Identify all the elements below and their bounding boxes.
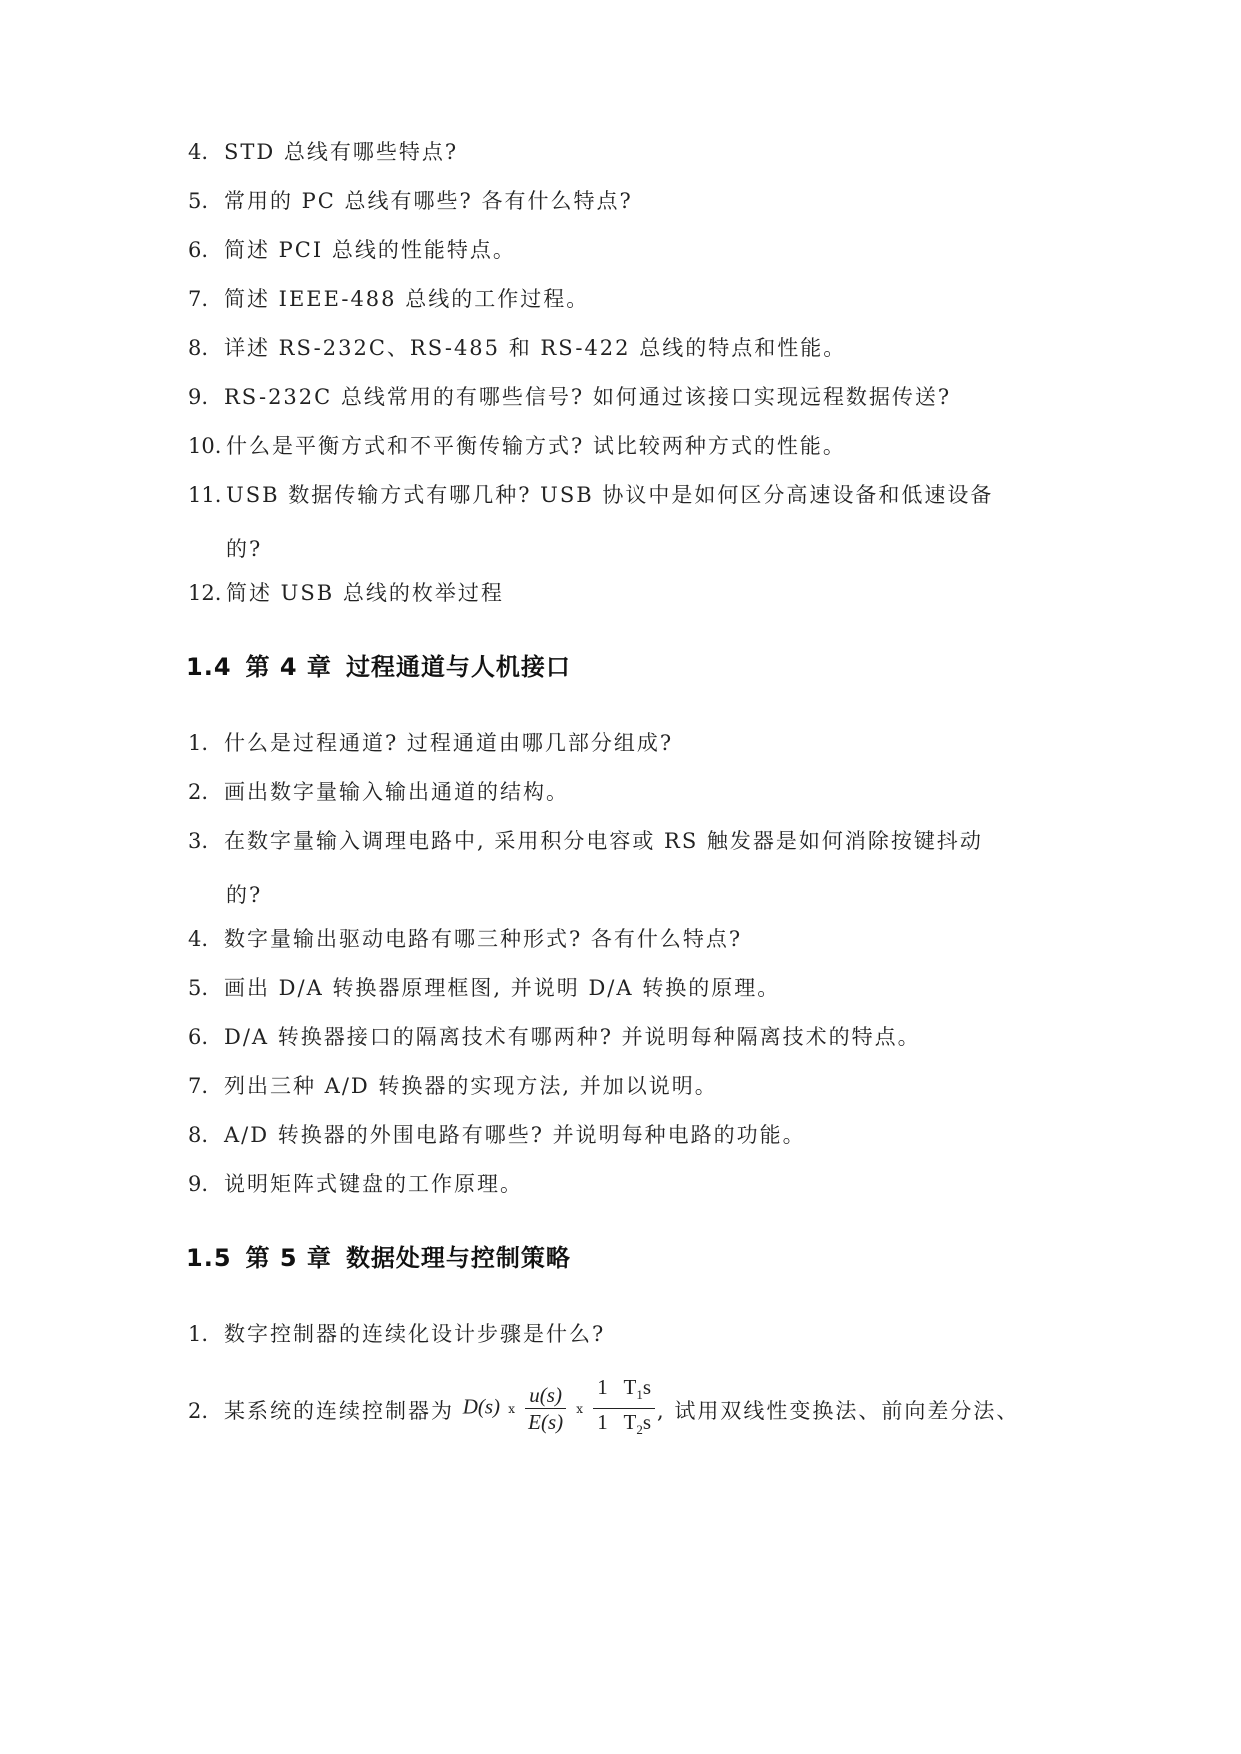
section-number: 1.5 (186, 1244, 232, 1272)
question-number: 9. (188, 1172, 209, 1196)
formula-numerator-1: u(s) (525, 1382, 566, 1409)
question-text: 画出 D/A 转换器原理框图, 并说明 D/A 转换的原理。 (224, 976, 781, 1000)
formula-denominator-1: E(s) (528, 1410, 564, 1435)
question-3-10 (188, 432, 1058, 460)
question-4-4 (188, 925, 1058, 953)
question-number: 3. (188, 829, 209, 853)
question-number: 12. (188, 581, 222, 605)
question-number: 2. (188, 780, 209, 804)
question-number: 7. (188, 1074, 209, 1098)
question-text: RS-232C 总线常用的有哪些信号? 如何通过该接口实现远程数据传送? (224, 385, 952, 409)
question-5-2 (188, 1375, 1058, 1447)
question-text-continuation: 的? (226, 883, 263, 907)
question-4-3 (188, 827, 1058, 909)
formula-lhs: D(s) (462, 1394, 501, 1419)
question-number: 4. (188, 927, 209, 951)
question-number: 8. (188, 1123, 209, 1147)
question-text: STD 总线有哪些特点? (224, 140, 459, 164)
formula-equals-symbol: ⅹ (576, 1401, 583, 1416)
question-number: 10. (188, 434, 222, 458)
section-number: 1.4 (186, 653, 232, 681)
question-text: 数字控制器的连续化设计步骤是什么? (224, 1322, 606, 1346)
formula-fraction-1 (525, 1382, 566, 1435)
question-text: 简述 IEEE-488 总线的工作过程。 (224, 287, 590, 311)
formula-one: 1 (597, 1375, 608, 1399)
question-4-8 (188, 1121, 1058, 1149)
formula-subscript: 2 (636, 1422, 643, 1438)
question-text-continuation: 的? (226, 537, 263, 561)
question-4-2 (188, 778, 1058, 806)
question-number: 5. (188, 976, 209, 1000)
question-number: 1. (188, 1322, 209, 1346)
question-text: 说明矩阵式键盘的工作原理。 (224, 1172, 523, 1196)
question-text: 常用的 PC 总线有哪些? 各有什么特点? (224, 189, 633, 213)
question-text: USB 数据传输方式有哪几种? USB 协议中是如何区分高速设备和低速设备 (226, 483, 994, 507)
question-3-12 (188, 579, 1058, 607)
question-text: 在数字量输入调理电路中, 采用积分电容或 RS 触发器是如何消除按键抖动 (224, 829, 983, 853)
question-number: 2. (188, 1399, 209, 1424)
question-number: 8. (188, 336, 209, 360)
question-text: 某系统的连续控制器为 (224, 1399, 454, 1424)
question-number: 5. (188, 189, 209, 213)
chapter-label: 第 4 章 (245, 653, 332, 681)
formula-T: T (623, 1410, 637, 1435)
question-3-7 (188, 285, 1058, 313)
question-text: 列出三种 A/D 转换器的实现方法, 并加以说明。 (224, 1074, 718, 1098)
question-4-1 (188, 729, 1058, 757)
question-number: 6. (188, 1025, 209, 1049)
question-3-8 (188, 334, 1058, 362)
question-number: 4. (188, 140, 209, 164)
question-3-4 (188, 138, 1058, 166)
question-number: 7. (188, 287, 209, 311)
question-text-after-formula: , 试用双线性变换法、前向差分法、 (657, 1399, 1020, 1424)
question-text: 详述 RS-232C、RS-485 和 RS-422 总线的特点和性能。 (224, 336, 847, 360)
formula-s: s (642, 1375, 652, 1399)
question-text: 数字量输出驱动电路有哪三种形式? 各有什么特点? (224, 927, 743, 951)
question-3-5 (188, 187, 1058, 215)
section-heading-1-5 (186, 1242, 571, 1274)
formula-fraction-2 (593, 1374, 655, 1443)
section-title: 数据处理与控制策略 (345, 1244, 571, 1272)
question-4-9 (188, 1170, 1058, 1198)
section-heading-1-4 (186, 651, 571, 683)
question-4-6 (188, 1023, 1058, 1051)
formula-equals-symbol: ⅹ (508, 1401, 516, 1416)
question-4-7 (188, 1072, 1058, 1100)
section-title: 过程通道与人机接口 (345, 653, 571, 681)
formula-s: s (642, 1410, 652, 1435)
transfer-function-formula (463, 1374, 657, 1443)
question-3-11 (188, 481, 1058, 563)
question-text: D/A 转换器接口的隔离技术有哪两种? 并说明每种隔离技术的特点。 (224, 1025, 921, 1049)
question-text: 什么是平衡方式和不平衡传输方式? 试比较两种方式的性能。 (226, 434, 846, 458)
formula-one: 1 (597, 1410, 608, 1435)
question-text: A/D 转换器的外围电路有哪些? 并说明每种电路的功能。 (224, 1123, 806, 1147)
question-number: 1. (188, 731, 209, 755)
question-text: 简述 USB 总线的枚举过程 (226, 581, 504, 605)
question-number: 11. (188, 483, 222, 507)
question-number: 9. (188, 385, 209, 409)
question-5-1 (188, 1320, 1058, 1348)
question-3-9 (188, 383, 1058, 411)
question-4-5 (188, 974, 1058, 1002)
question-text: 什么是过程通道? 过程通道由哪几部分组成? (224, 731, 674, 755)
question-number: 6. (188, 238, 209, 262)
formula-T: T (623, 1375, 637, 1399)
question-text: 画出数字量输入输出通道的结构。 (224, 780, 569, 804)
question-text: 简述 PCI 总线的性能特点。 (224, 238, 516, 262)
formula-denominator-2 (593, 1409, 655, 1443)
chapter-label: 第 5 章 (245, 1244, 332, 1272)
question-3-6 (188, 236, 1058, 264)
formula-subscript: 1 (636, 1387, 643, 1403)
formula-numerator-2 (593, 1374, 655, 1409)
